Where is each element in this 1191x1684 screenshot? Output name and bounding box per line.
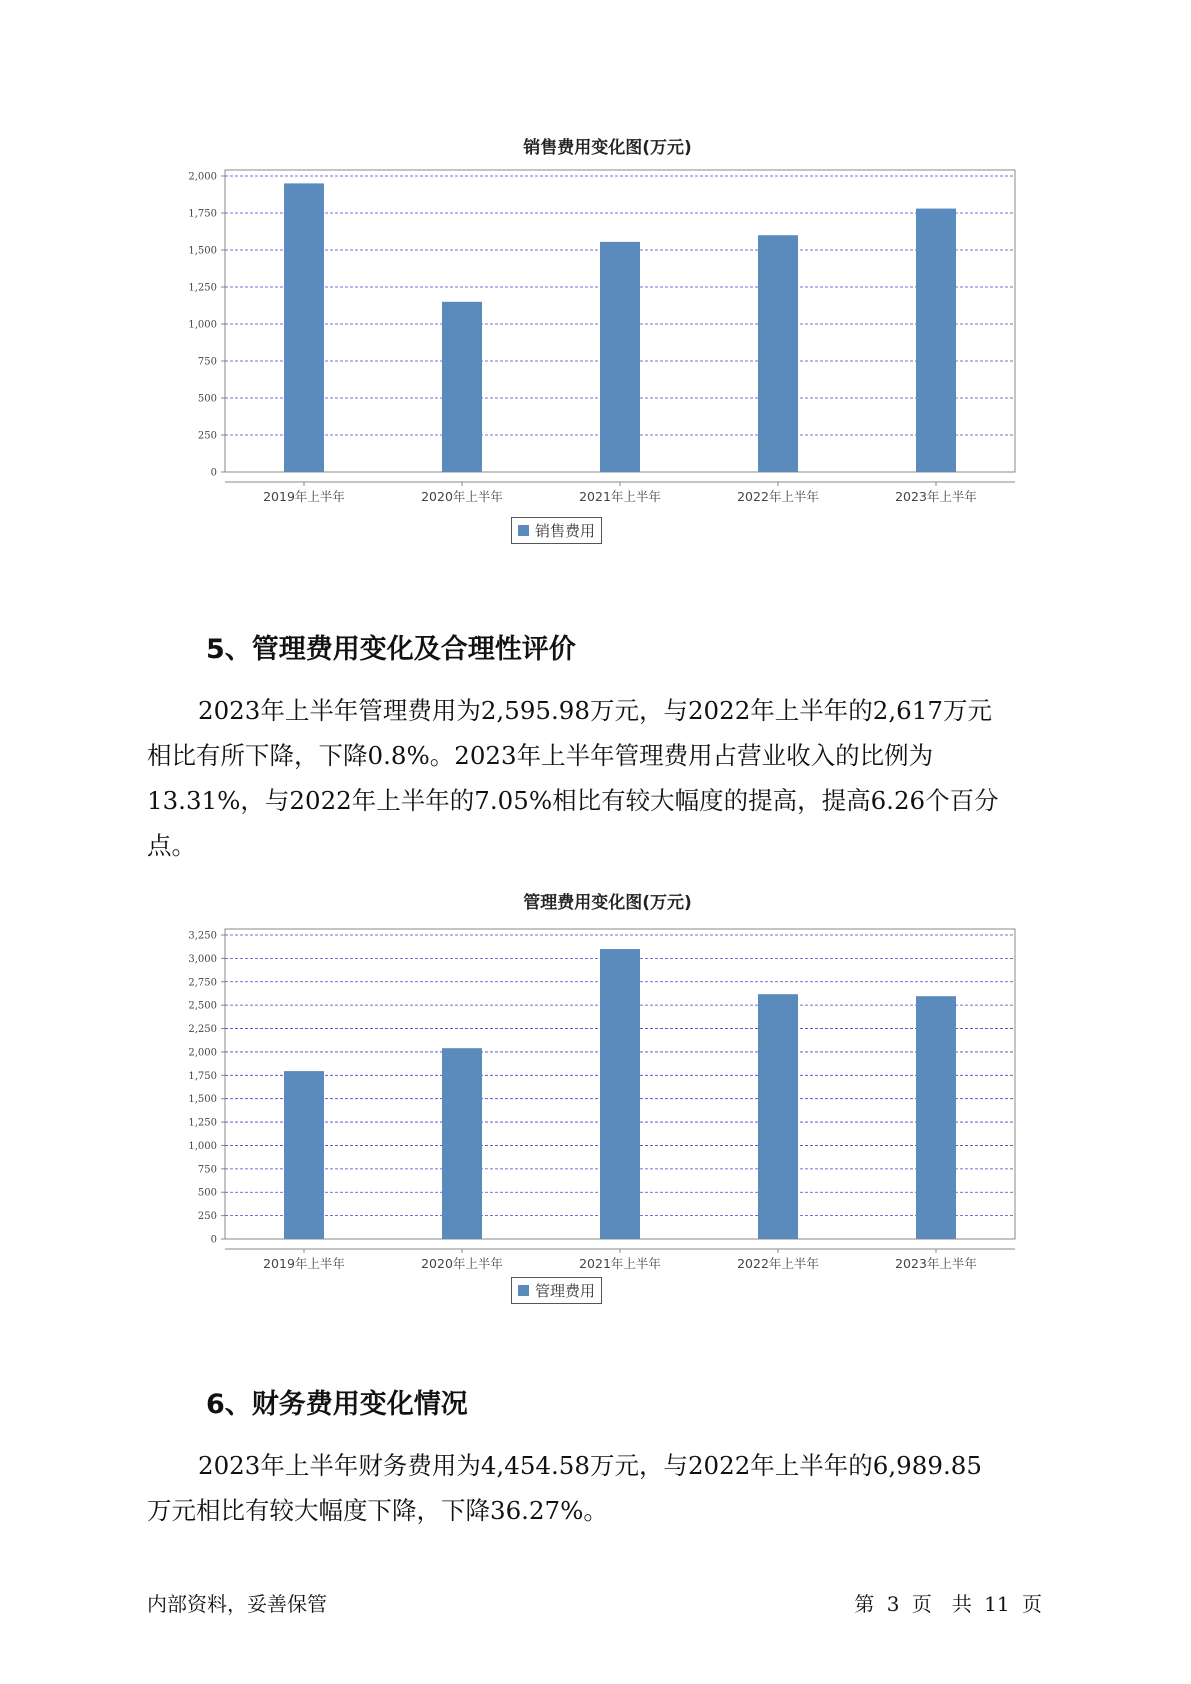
y-tick-label: 1,750 [188,1070,217,1082]
bar [600,949,640,1239]
paragraph-line: 13.31%，与2022年上半年的7.05%相比有较大幅度的提高，提高6.26个百分 [147,786,999,815]
x-tick-label: 2023年上半年 [895,489,977,504]
x-tick-label: 2020年上半年 [421,1256,503,1271]
x-tick-label: 2020年上半年 [421,489,503,504]
bar [758,235,798,472]
y-tick-label: 750 [197,1164,217,1176]
footer-page-number: 第 3 页 共 11 页 [854,1592,1042,1616]
chart-legend [511,517,602,544]
y-tick-label: 750 [197,356,217,368]
y-tick-label: 1,500 [188,245,217,257]
x-tick-label: 2023年上半年 [895,1256,977,1271]
y-tick-label: 500 [197,393,217,405]
paragraph-line: 点。 [147,831,196,860]
y-tick-label: 0 [210,1234,217,1246]
chart-legend [511,1277,602,1304]
section-6-heading: 6、财务费用变化情况 [206,1389,468,1420]
y-tick-label: 1,750 [188,208,217,220]
chart-title: 销售费用变化图(万元) [523,138,692,158]
bar [442,1048,482,1239]
y-tick-label: 3,000 [188,953,217,965]
paragraph-line: 相比有所下降，下降0.8%。2023年上半年管理费用占营业收入的比例为 [147,741,934,770]
paragraph-line: 2023年上半年财务费用为4,454.58万元，与2022年上半年的6,989.85 [198,1451,982,1480]
admin-expense-chart [180,885,1035,1315]
y-tick-label: 2,000 [188,1047,217,1059]
y-tick-label: 2,750 [188,977,217,989]
y-tick-label: 250 [197,430,217,442]
legend-label: 管理费用 [535,1282,596,1300]
x-tick-label: 2019年上半年 [263,1256,345,1271]
paragraph-line: 2023年上半年管理费用为2,595.98万元，与2022年上半年的2,617万元 [198,696,992,725]
section-5-paragraph [147,688,1067,868]
x-tick-label: 2021年上半年 [579,1256,661,1271]
y-tick-label: 1,250 [188,1117,217,1129]
y-tick-label: 0 [210,467,217,479]
y-tick-label: 500 [197,1187,217,1199]
bar [284,1071,324,1239]
y-tick-label: 1,500 [188,1094,217,1106]
y-tick-label: 1,000 [188,319,217,331]
legend-swatch [518,525,529,536]
sales-expense-chart [180,130,1035,550]
x-tick-label: 2019年上半年 [263,489,345,504]
paragraph-line: 万元相比有较大幅度下降，下降36.27%。 [147,1496,608,1525]
admin-expense-plot [180,885,1035,1271]
bar [442,302,482,472]
y-tick-label: 2,500 [188,1000,217,1012]
section-6-paragraph [147,1443,1067,1533]
bar [916,209,956,472]
chart-title: 管理费用变化图(万元) [523,893,692,913]
y-tick-label: 1,250 [188,282,217,294]
x-tick-label: 2022年上半年 [737,1256,819,1271]
bar [916,996,956,1239]
bar [600,242,640,472]
bar [284,183,324,472]
sales-expense-plot [180,130,1035,504]
legend-label: 销售费用 [535,522,596,540]
footer-confidential-note: 内部资料，妥善保管 [147,1592,327,1616]
bar [758,994,798,1239]
section-5-heading: 5、管理费用变化及合理性评价 [206,634,576,665]
x-tick-label: 2022年上半年 [737,489,819,504]
y-tick-label: 3,250 [188,930,217,942]
y-tick-label: 1,000 [188,1140,217,1152]
y-tick-label: 2,250 [188,1024,217,1036]
legend-swatch [518,1285,529,1296]
y-tick-label: 250 [197,1211,217,1223]
x-tick-label: 2021年上半年 [579,489,661,504]
y-tick-label: 2,000 [188,171,217,183]
